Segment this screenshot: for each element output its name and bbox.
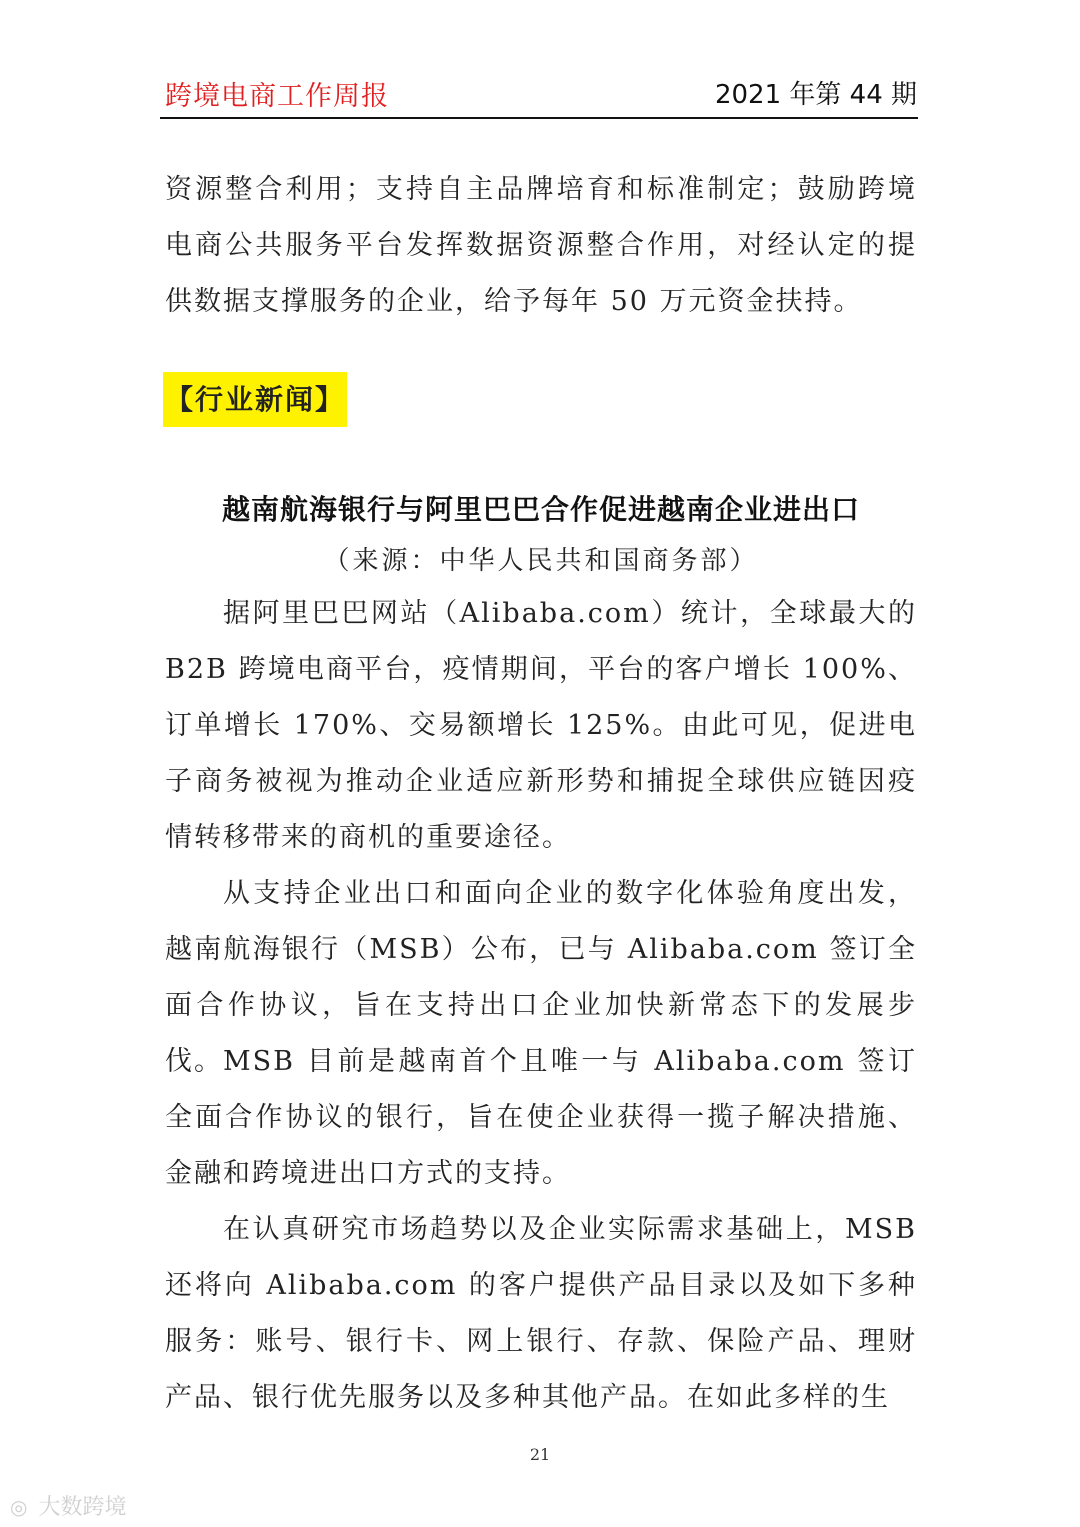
issue-number: 2021 年第 44 期 (714, 80, 917, 110)
section-tag: 【行业新闻】 (163, 372, 347, 427)
article-title: 越南航海银行与阿里巴巴合作促进越南企业进出口 (221, 493, 860, 526)
watermark-text: 大数跨境 (38, 1495, 127, 1520)
page-number: 21 (529, 1445, 551, 1464)
publication-title: 跨境电商工作周报 (165, 81, 389, 112)
article-paragraph: 据阿里巴巴网站（Alibaba.com）统计，全球最大的 B2B 跨境电商平台，疫情期间，平台的客户增长 100%、订单增长 170%、交易额增长 125%。由此可见，促进电子商务被视为推动企业适应新形势和捕捉全球供应链因疫情转移带来的商机的重要途径。 (165, 598, 917, 853)
article-paragraph: 在认真研究市场趋势以及企业实际需求基础上，MSB 还将向 Alibaba.com 的客户提供产品目录以及如下多种服务：账号、银行卡、网上银行、存款、保险产品、理财产品、银行优先服务以及多种其他产品。在如此多样的生 (165, 1214, 917, 1413)
article-paragraph: 从支持企业出口和面向企业的数字化体验角度出发，越南航海银行（MSB）公布，已与 Alibaba.com 签订全面合作协议，旨在支持出口企业加快新常态下的发展步伐。 (165, 878, 917, 1077)
weibo-logo-icon: ◎ (10, 1495, 28, 1519)
article-source: （来源：中华人民共和国商务部） (323, 546, 759, 576)
body-paragraph-continued: 资源整合利用；支持自主品牌培育和标准制定；鼓励跨境电商公共服务平台发挥数据资源整合作用，对经认定的提供数据支撑服务的企业，给予每年 50 万元资金扶持。 (165, 174, 917, 317)
article-paragraph: MSB 目前是越南首个且唯一与 Alibaba.com 签订全面合作协议的银行，旨在使企业获得一揽子解决措施、金融和跨境进出口方式的支持。 (165, 1046, 917, 1189)
watermark (10, 1490, 126, 1520)
page-header (165, 74, 917, 114)
header-divider (160, 117, 918, 119)
